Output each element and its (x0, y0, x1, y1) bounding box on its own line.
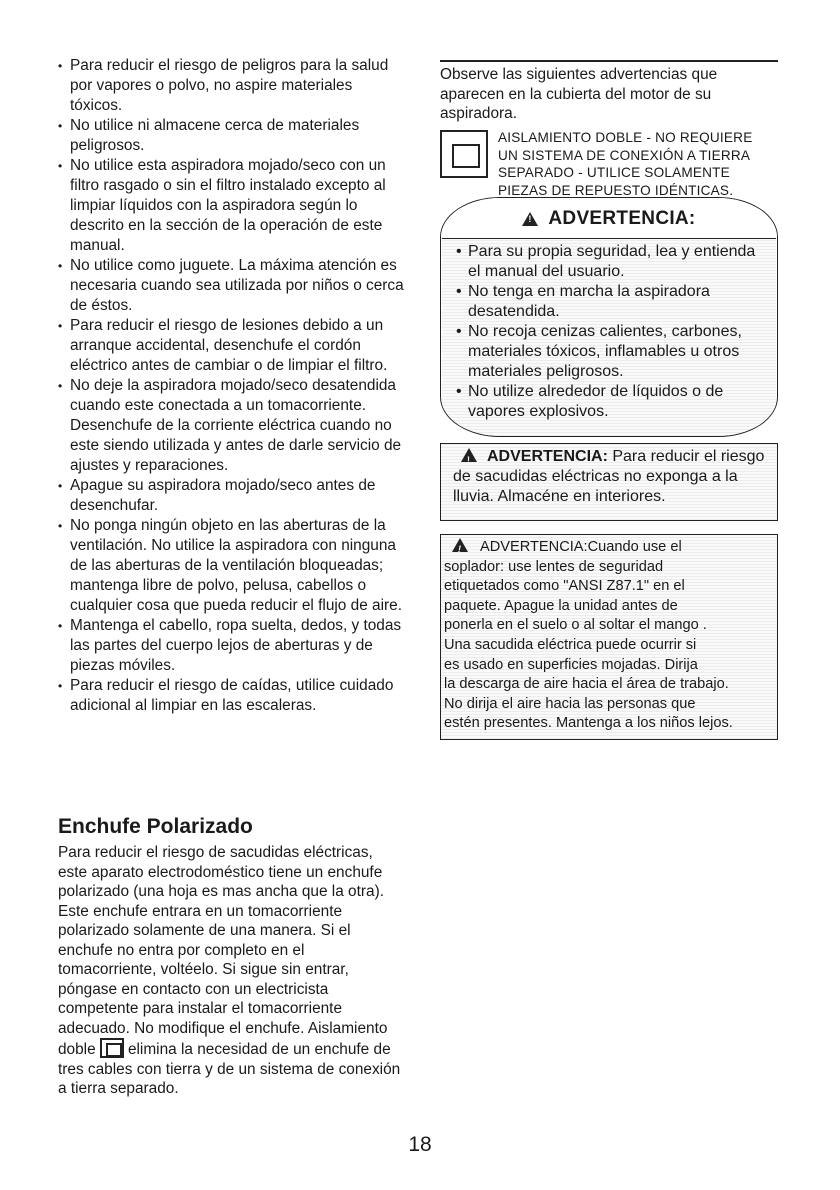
warning-title: ADVERTENCIA: (548, 208, 696, 229)
warning-line: Una sacudida eléctrica puede ocurrir si (444, 636, 697, 653)
double-insulation-line: AISLAMIENTO DOBLE - NO REQUIERE (498, 130, 753, 145)
safety-bullet-list-section (58, 56, 408, 716)
warning-item: • No tenga en marcha la aspiradora desatendida. (456, 282, 766, 322)
warning-label-blower (440, 534, 778, 740)
warning-line-text: ADVERTENCIA:Cuando use el (480, 539, 682, 555)
warning-label-general (440, 197, 778, 437)
warning-item: • No recoja cenizas calientes, carbones, materiales tóxicos, inflamables u otros materiales peligrosos. (456, 322, 766, 382)
safety-bullet: • Para reducir el riesgo de caídas, utilice cuidado adicional al limpiar en las escaleras. (58, 676, 408, 716)
warning-text: Para reducir el riesgo de sacudidas eléctricas no exponga a la lluvia. Almacéne en interiores. (453, 448, 765, 505)
warning-line: ponerla en el suelo o al soltar el mango . (444, 617, 707, 634)
warning-line: la descarga de aire hacia el área de trabajo. (444, 676, 729, 693)
warning-item: • Para su propia seguridad, lea y entienda el manual del usuario. (456, 242, 766, 282)
safety-bullet: • No utilice como juguete. La máxima atención es necesaria cuando sea utilizada por niños o cerca de éstos. (58, 256, 408, 316)
double-insulation-icon (100, 1038, 124, 1058)
warning-line: es usado en superficies mojadas. Dirija (444, 656, 698, 673)
warning-label-rain (440, 443, 778, 521)
warning-line: soplador: use lentes de seguridad (444, 558, 664, 575)
safety-bullet-list (58, 56, 408, 716)
polarized-plug-text-2: elimina la necesidad de un enchufe de tres cables con tierra y de un sistema de conexión a tierra separado. (58, 1041, 401, 1097)
warning-label: ADVERTENCIA: (487, 448, 608, 465)
polarized-plug-text-1: Para reducir el riesgo de sacudidas eléctricas, este aparato electrodoméstico tiene un enchufe polarizado (una hoja es mas ancha que la otra). Este enchufe entrara en un tomacorriente polarizado solamente de una manera. Si el enchufe no entra por completo en el tomacorriente, voltéelo. Si sigue sin entrar, póngase en contacto con un electricista competente para instalar el tomacorriente adecuado. No modifique el enchufe. Aislamiento doble (58, 844, 388, 1058)
double-insulation-line: SEPARADO - UTILICE SOLAMENTE (498, 165, 730, 180)
warning-triangle-icon (461, 448, 477, 462)
warning-line: paquete. Apague la unidad antes de (444, 597, 678, 614)
warning-line: estén presentes. Mantenga a los niños lejos. (444, 715, 733, 732)
warning-list (456, 242, 766, 422)
warning-triangle-icon (452, 538, 468, 552)
safety-bullet: • No utilice esta aspiradora mojado/seco con un filtro rasgado o sin el filtro instalado excepto al limpiar líquidos con la aspiradora según lo descrito en la sección de la operación de este manual. (58, 156, 408, 256)
warning-body (442, 238, 776, 436)
warning-item: • No utilize alrededor de líquidos o de vapores explosivos. (456, 382, 766, 422)
page-number: 18 (408, 1133, 432, 1156)
polarized-plug-body (58, 843, 403, 1099)
intro-text: Observe las siguientes advertencias que aparecen en la cubierta del motor de su aspiradora. (440, 66, 718, 122)
divider (440, 60, 778, 62)
safety-bullet: • Apague su aspiradora mojado/seco antes de desenchufar. (58, 476, 408, 516)
double-insulation-label (498, 129, 793, 199)
double-insulation-icon (440, 130, 488, 178)
warning-triangle-icon (522, 212, 538, 226)
safety-bullet: • No utilice ni almacene cerca de materiales peligrosos. (58, 116, 408, 156)
safety-bullet: • Para reducir el riesgo de lesiones debido a un arranque accidental, desenchufe el cordón eléctrico antes de cambiar o de limpiar el filtro. (58, 316, 408, 376)
warning-line (444, 538, 773, 558)
warning-header (441, 198, 777, 240)
polarized-plug-title: Enchufe Polarizado (58, 815, 253, 838)
double-insulation-line: PIEZAS DE REPUESTO IDÉNTICAS. (498, 182, 734, 198)
safety-bullet: • Para reducir el riesgo de peligros para la salud por vapores o polvo, no aspire materiales tóxicos. (58, 56, 408, 116)
warning-line: No dirija el aire hacia las personas que (444, 695, 696, 712)
double-insulation-line: UN SISTEMA DE CONEXIÓN A TIERRA (498, 147, 751, 163)
safety-bullet: • No deje la aspiradora mojado/seco desatendida cuando este conectada a un tomacorriente. Desenchufe de la corriente eléctrica cuando no este siendo utilizada y antes de darle servicio de ajustes y reparaciones. (58, 376, 408, 476)
safety-bullet: • Mantenga el cabello, ropa suelta, dedos, y todas las partes del cuerpo lejos de aberturas y de piezas móviles. (58, 616, 408, 676)
safety-bullet: • No ponga ningún objeto en las aberturas de la ventilación. No utilice la aspiradora con ninguna de las aberturas de la ventilación bloqueadas; mantenga libre de polvo, pelusa, cabellos o cualquier cosa que pueda reducir el flujo de aire. (58, 516, 408, 616)
warning-line: etiquetados como "ANSI Z87.1" en el (444, 578, 685, 595)
